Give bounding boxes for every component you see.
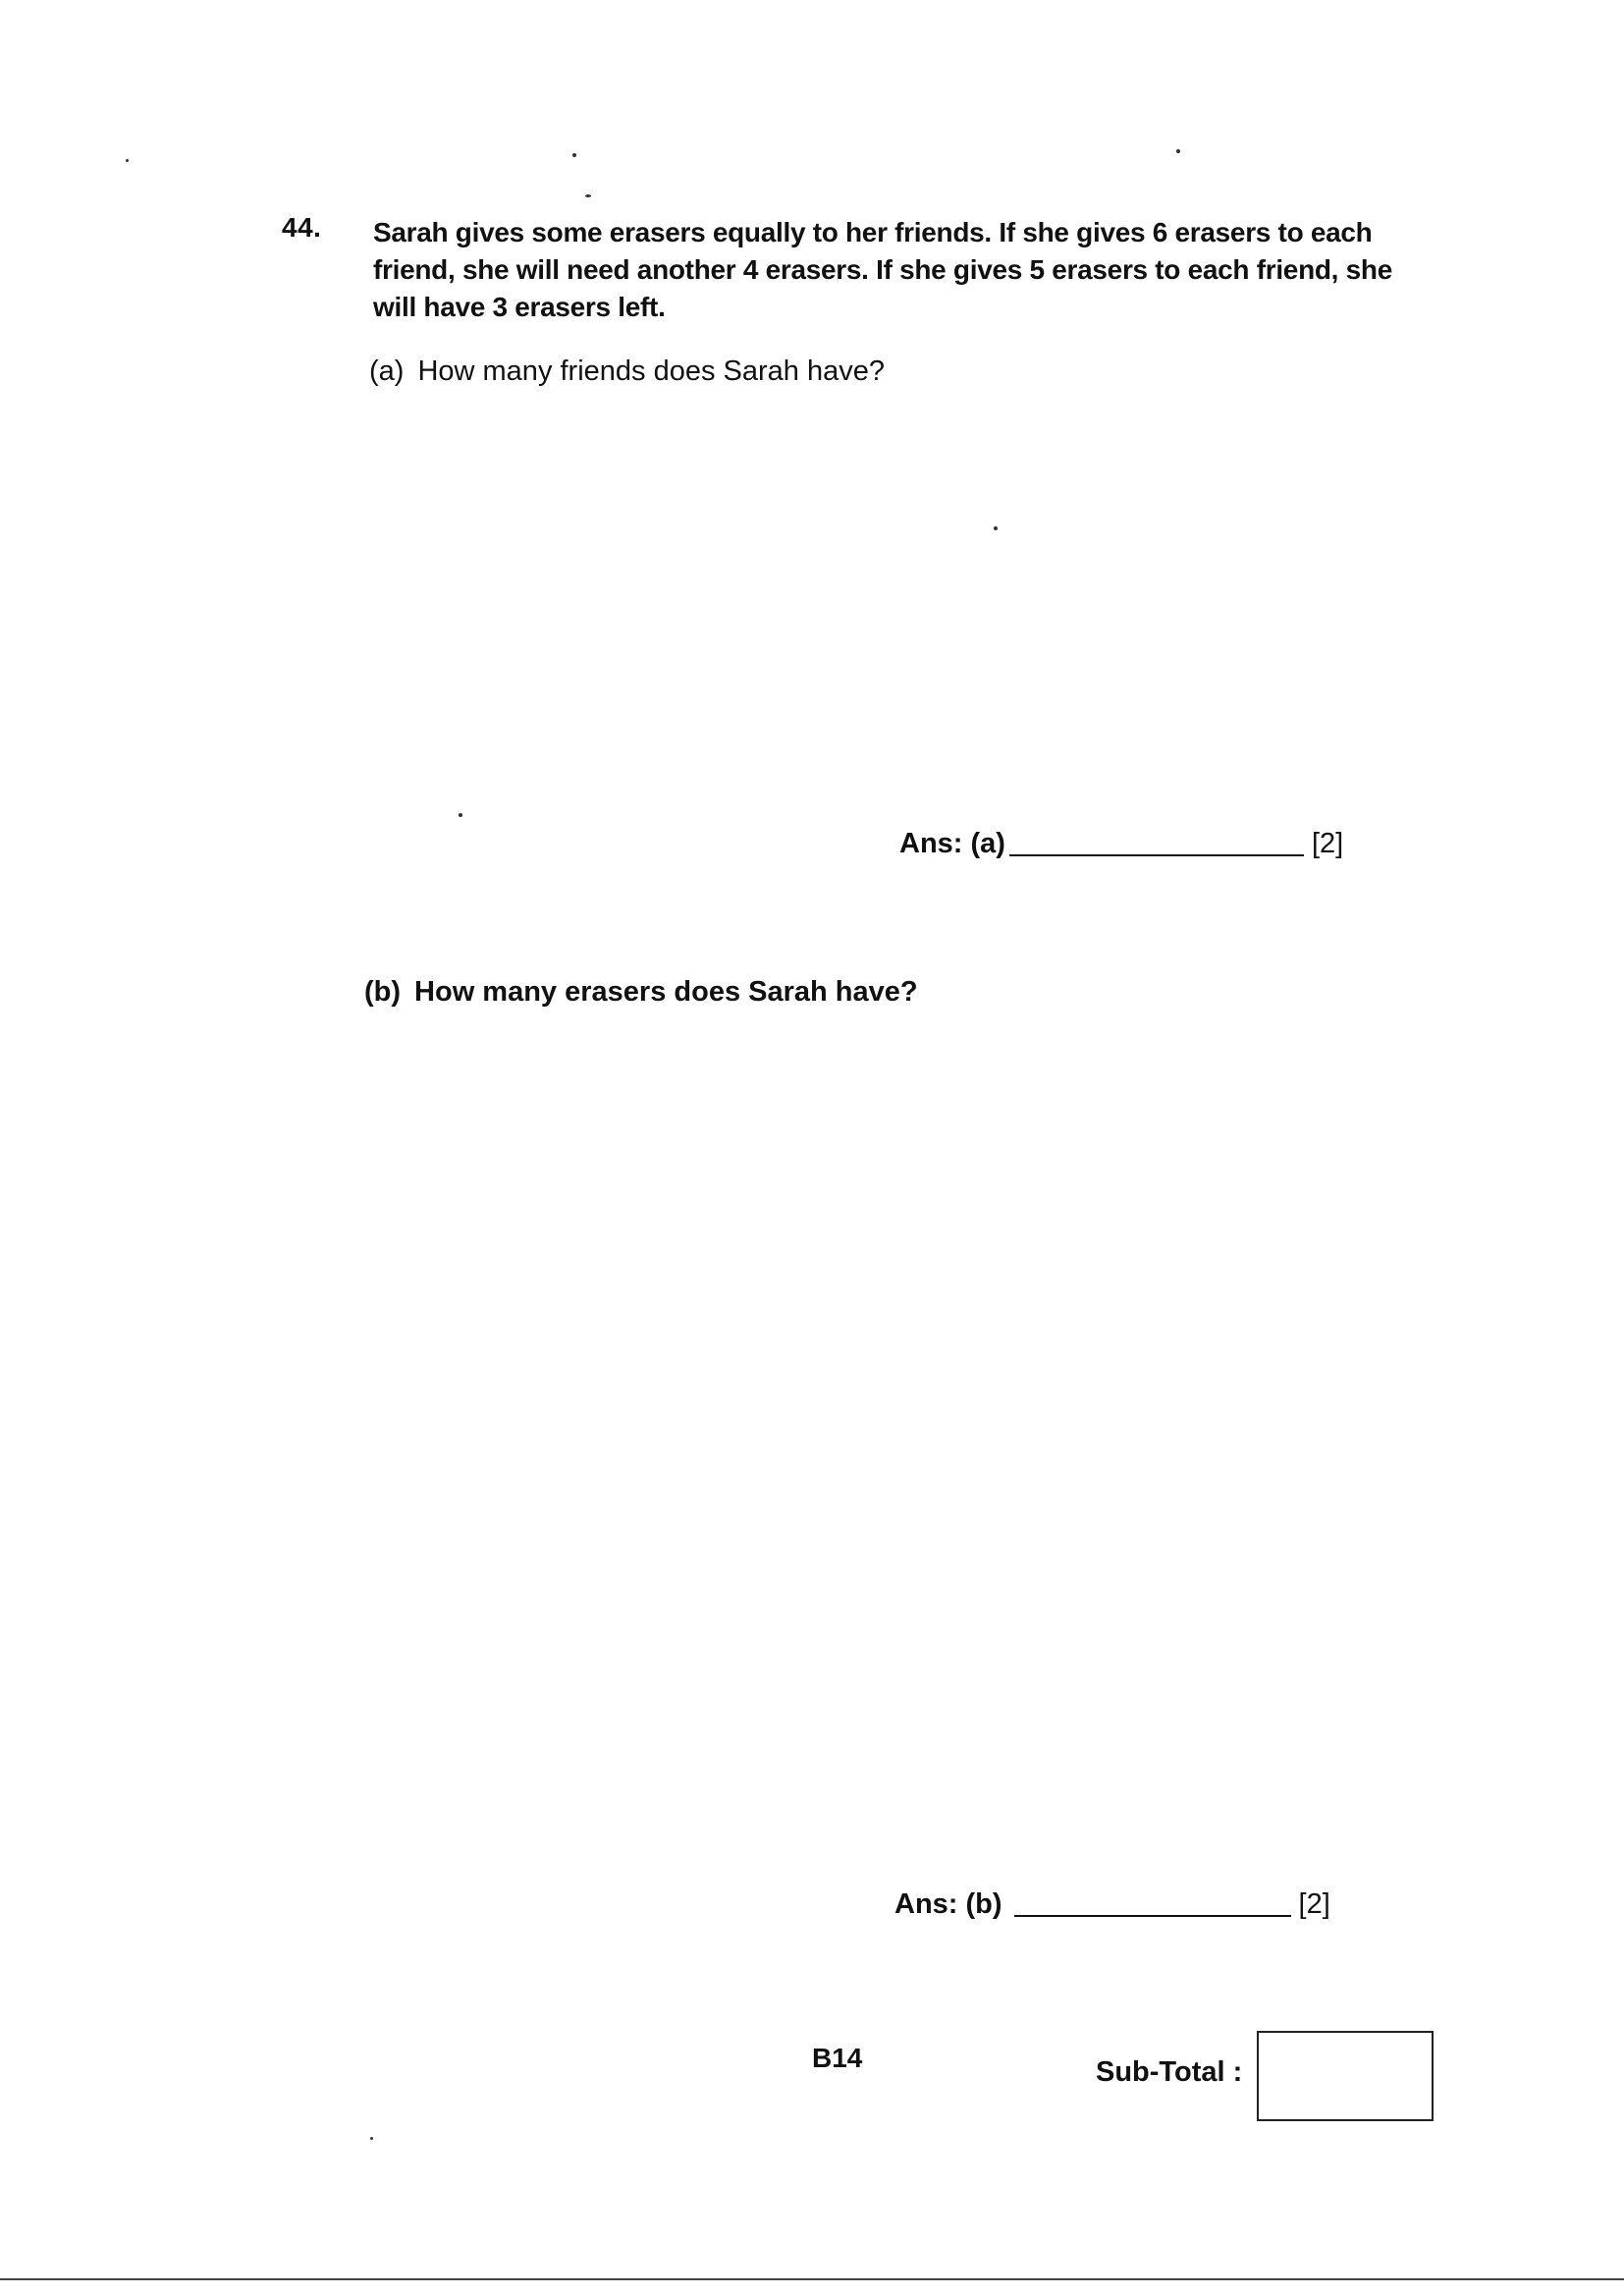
part-b-answer-prefix: Ans: (b): [894, 1888, 1002, 1920]
part-a-label: (a): [369, 355, 405, 387]
part-b-answer-blank[interactable]: [1014, 1886, 1291, 1917]
question-stem-line: friend, she will need another 4 erasers. If she gives 5 erasers to each friend, she: [373, 254, 1392, 285]
scan-speck: [1176, 149, 1180, 153]
part-a-question: [369, 355, 885, 388]
part-b-question: [364, 976, 918, 1009]
question-stem-line: will have 3 erasers left.: [373, 292, 666, 322]
part-a-answer-prefix: Ans: (a): [899, 828, 1005, 859]
scan-speck: [572, 153, 576, 157]
part-a-answer-row: [899, 825, 1343, 860]
part-b-answer-row: [894, 1886, 1330, 1921]
scan-speck: [585, 194, 591, 197]
scan-speck: [994, 526, 998, 530]
subtotal-label: Sub-Total :: [1096, 2056, 1243, 2088]
scan-speck: [126, 159, 129, 162]
page-code: B14: [812, 2043, 863, 2073]
bottom-rule: [0, 2278, 1624, 2280]
question-stem-line: Sarah gives some erasers equally to her friends. If she gives 6 erasers to each: [373, 217, 1373, 247]
scan-speck: [459, 813, 462, 817]
part-a-text: How many friends does Sarah have?: [417, 355, 885, 387]
question-number: 44.: [282, 212, 322, 243]
part-b-text: How many erasers does Sarah have?: [414, 976, 918, 1008]
part-a-marks: [2]: [1311, 828, 1344, 859]
part-a-answer-blank[interactable]: [1009, 825, 1304, 856]
part-b-label: (b): [364, 976, 402, 1008]
subtotal-box[interactable]: [1257, 2031, 1434, 2121]
question-stem: [373, 214, 1434, 326]
scan-speck: [370, 2137, 373, 2140]
part-b-marks: [2]: [1298, 1888, 1330, 1920]
